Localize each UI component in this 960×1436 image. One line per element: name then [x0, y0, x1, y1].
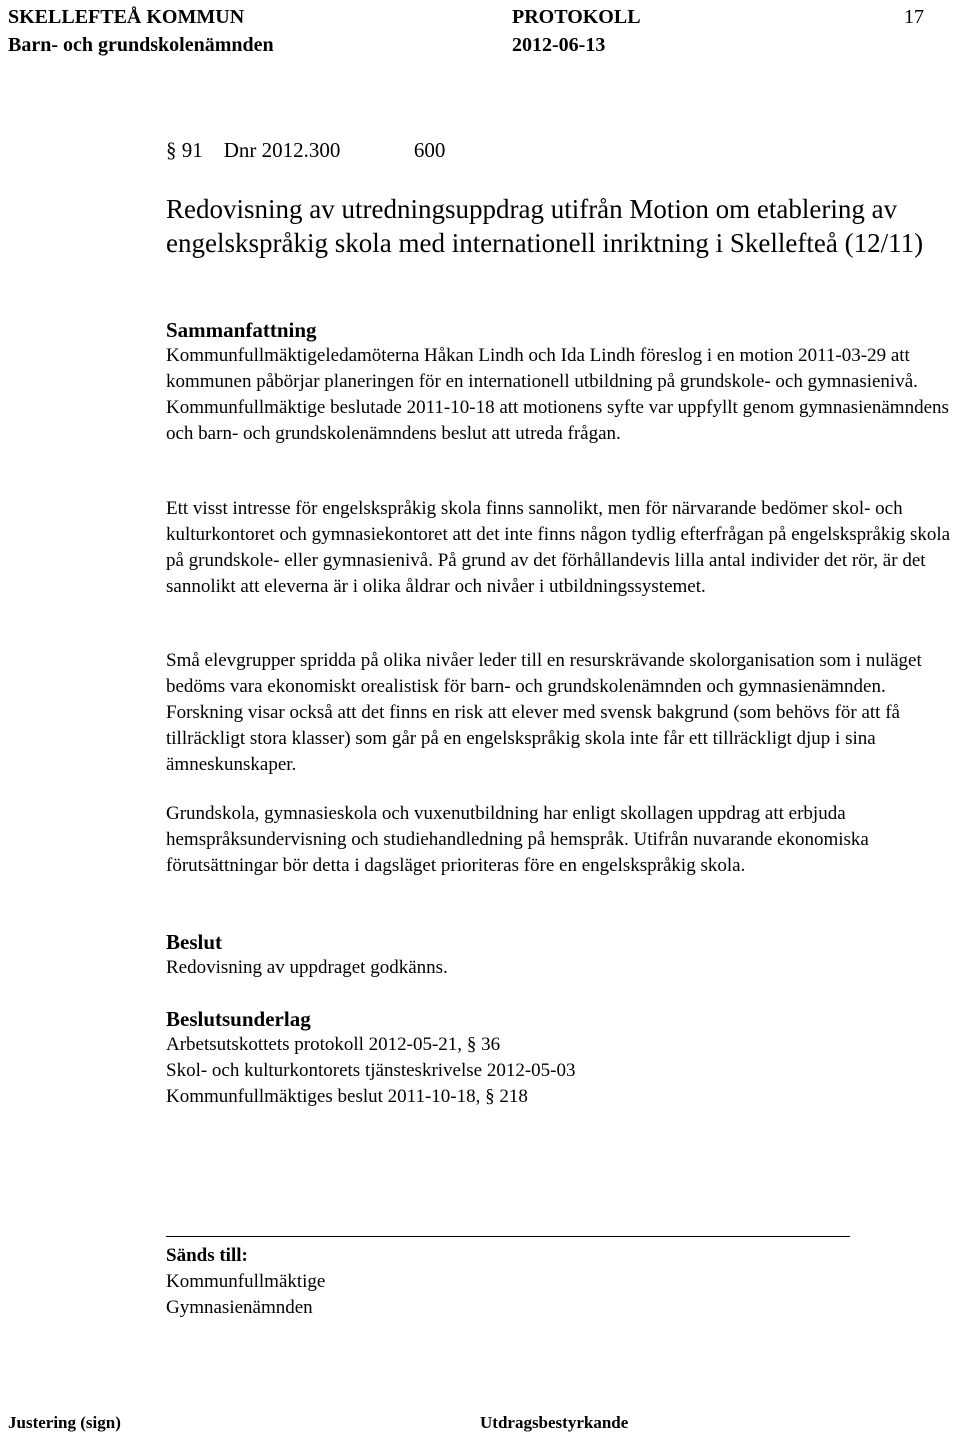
- basis-item-text: Kommunfullmäktiges beslut 2011-10-18,: [166, 1086, 481, 1107]
- basis-heading: Beslutsunderlag: [166, 1007, 311, 1031]
- summary-paragraph-1: Kommunfullmäktigeledamöterna Håkan Lindh och Ida Lindh föreslog i en motion 2011-03-29 att kommunen påbörjar planeringen för en internationell utbildning på grundskole- och gymnasienivå. Kommunfullmäktige beslutade 2011-10-18 att motionens syfte var uppfyllt genom gymnasienämndens och barn- och grundskolenämndens beslut att utreda frågan.: [166, 345, 949, 444]
- org-name: SKELLEFTEÅ KOMMUN: [8, 6, 245, 28]
- decision-text: Redovisning av uppdraget godkänns.: [166, 957, 448, 978]
- summary-paragraph-2-block: [166, 496, 956, 600]
- basis-item-ref: 36: [481, 1034, 501, 1055]
- basis-item-ref: 218: [499, 1086, 528, 1107]
- separator-line: [166, 1236, 850, 1237]
- signature-label: Justering (sign): [8, 1413, 121, 1432]
- recipient: Gymnasienämnden: [166, 1297, 313, 1318]
- paragraph-symbol: §: [166, 138, 177, 162]
- basis-item-text: Skol- och kulturkontorets tjänsteskrivelse 2012-05-03: [166, 1060, 576, 1081]
- doc-date: 2012-06-13: [512, 34, 606, 56]
- summary-section: [166, 317, 956, 447]
- section-code: 600: [413, 138, 446, 162]
- sent-to-section: [166, 1243, 956, 1321]
- section-line: [166, 137, 445, 163]
- basis-item-text: Arbetsutskottets protokoll 2012-05-21,: [166, 1034, 463, 1055]
- summary-paragraph-4: Grundskola, gymnasieskola och vuxenutbildning har enligt skollagen uppdrag att erbjuda hemspråksundervisning och studiehandledning på hemspråk. Utifrån nuvarande ekonomiska förutsättningar bör detta i dagsläget prioriteras före en engelskspråkig skola.: [166, 803, 869, 876]
- basis-item: [166, 1058, 956, 1084]
- sent-to-heading: Sänds till:: [166, 1245, 248, 1266]
- summary-paragraph-2: Ett visst intresse för engelskspråkig skola finns sannolikt, men för närvarande bedömer skol- och kulturkontoret och gymnasiekontoret att det inte finns någon tydlig efterfrågan på engelskspråkig skola på grundskole- eller gymnasienivå. På grund av det förhållandevis lilla antal individer det rör, är det sannolikt att eleverna är i olika åldrar och nivåer i utbildningssystemet.: [166, 498, 951, 597]
- page-title: Redovisning av utredningsuppdrag utifrån Motion om etablering av engelskspråkig skola med internationell inriktning i Skellefteå (12/11): [166, 194, 924, 258]
- basis-item: Kommunfullmäktiges beslut 2011-10-18, § 218: [166, 1086, 528, 1107]
- doc-type: PROTOKOLL: [512, 6, 641, 28]
- dnr: Dnr 2012.300: [223, 138, 341, 162]
- recipient: Kommunfullmäktige: [166, 1271, 326, 1292]
- summary-paragraph-4-block: [166, 801, 956, 879]
- board-name: Barn- och grundskolenämnden: [8, 34, 274, 56]
- summary-paragraph-3-block: [166, 648, 956, 778]
- decision-section: [166, 929, 956, 981]
- summary-heading: Sammanfattning: [166, 318, 317, 342]
- page-number: 17: [904, 6, 924, 28]
- extract-label: Utdragsbestyrkande: [480, 1413, 629, 1432]
- basis-section: [166, 1006, 956, 1110]
- section-number: 91: [181, 138, 203, 162]
- summary-paragraph-3: Små elevgrupper spridda på olika nivåer leder till en resurskrävande skolorganisation som i nuläget bedöms vara ekonomiskt orealistisk för barn- och grundskolenämnden och gymnasienämnden. Forskning visar också att det finns en risk att elever med svensk bakgrund (som behövs för att få tillräckligt stora klasser) som går på en engelskspråkig skola inte får ett tillräckligt djup i sina ämneskunskaper.: [166, 650, 922, 775]
- decision-heading: Beslut: [166, 930, 223, 954]
- basis-item: Arbetsutskottets protokoll 2012-05-21, § 36: [166, 1034, 501, 1055]
